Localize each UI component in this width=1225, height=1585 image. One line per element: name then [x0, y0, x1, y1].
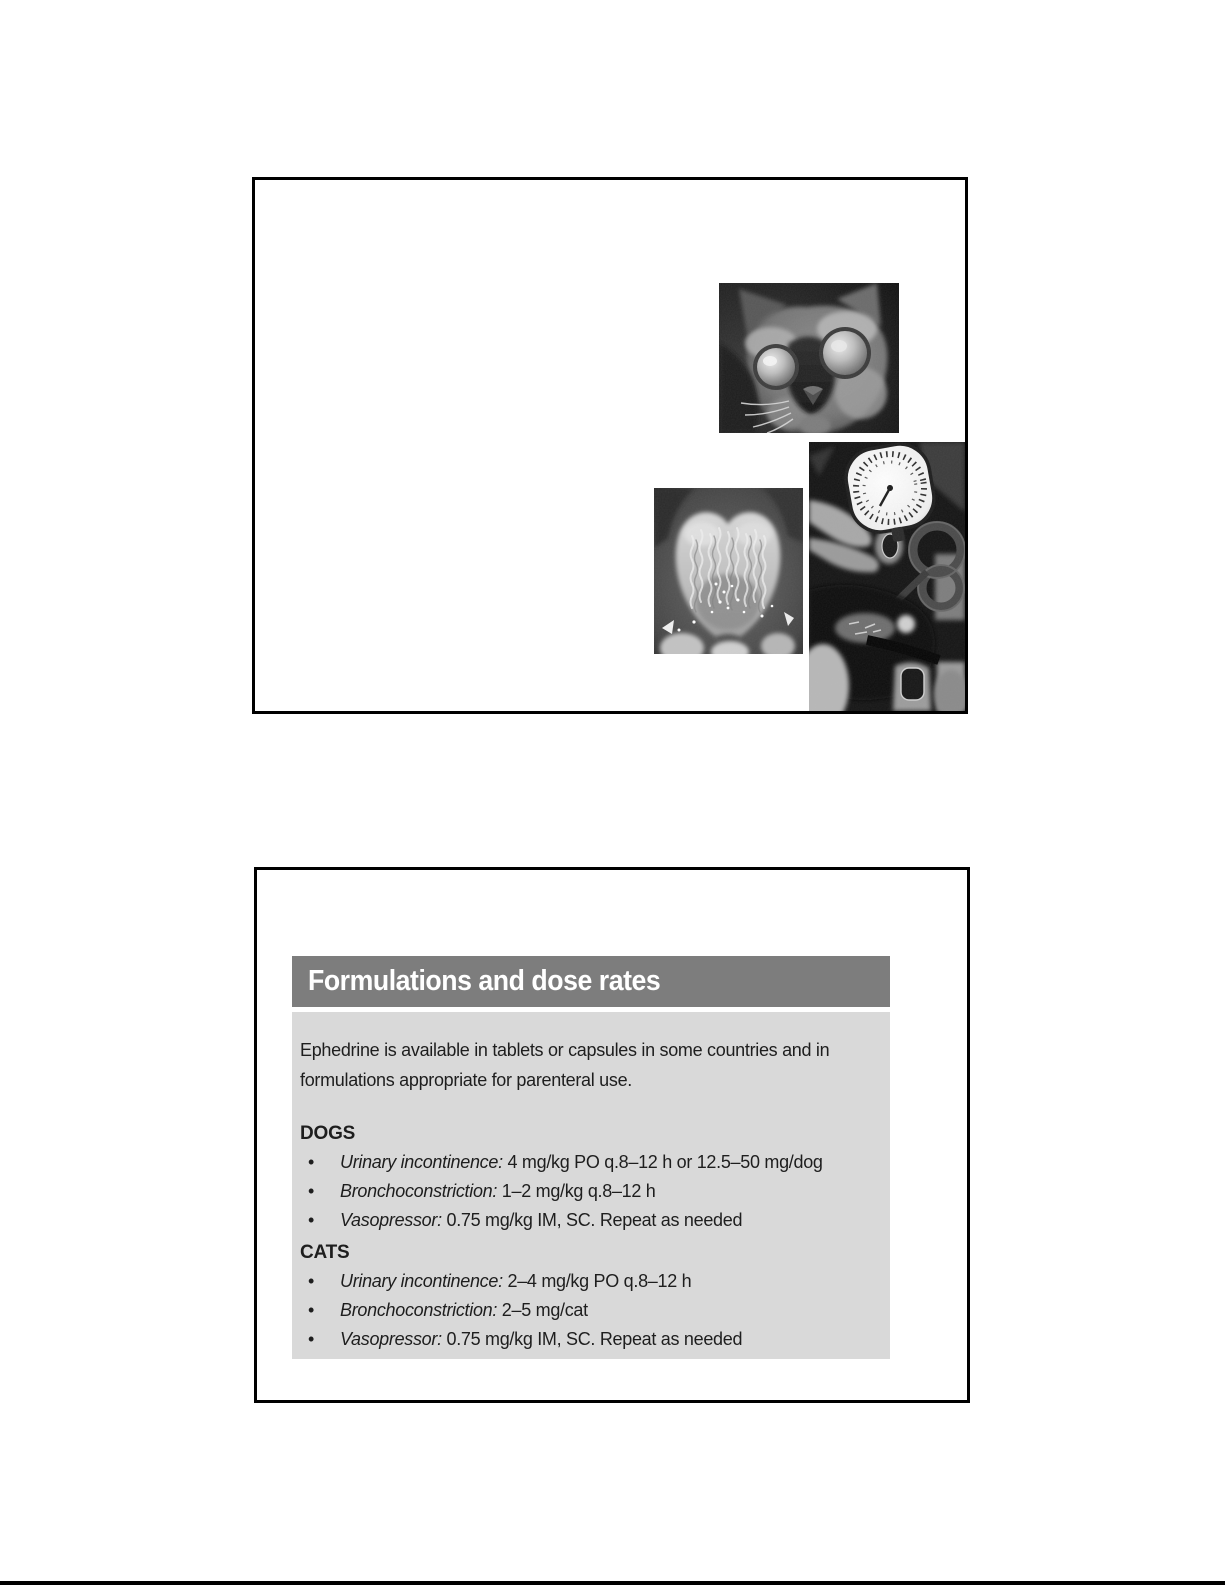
dose-item — [300, 1267, 880, 1296]
dose-text: 4 mg/kg PO q.8–12 h or 12.5–50 mg/dog — [502, 1152, 823, 1172]
dose-text: 0.75 mg/kg IM, SC. Repeat as needed — [441, 1210, 743, 1230]
dose-item — [300, 1206, 880, 1235]
dose-text: 2–5 mg/cat — [497, 1300, 588, 1320]
slide-bottom — [254, 867, 970, 1403]
panel-title: Formulations and dose rates — [308, 965, 661, 997]
blood-pressure-photo — [809, 442, 965, 711]
page-bottom-rule — [0, 1581, 1225, 1585]
cats-dose-list — [300, 1267, 880, 1354]
dose-text: 2–4 mg/kg PO q.8–12 h — [502, 1271, 692, 1291]
dose-item — [300, 1325, 880, 1354]
blood-pressure-image — [809, 442, 965, 711]
indication-label: Urinary incontinence: — [340, 1152, 503, 1172]
slide-top — [252, 177, 968, 714]
dogs-dose-list — [300, 1148, 880, 1235]
tongue-photo — [654, 488, 803, 654]
indication-label: Bronchoconstriction: — [340, 1300, 498, 1320]
indication-label: Vasopressor: — [340, 1210, 442, 1230]
intro-line: Ephedrine is available in tablets or capsules in some countries and in — [300, 1040, 830, 1060]
dose-text: 0.75 mg/kg IM, SC. Repeat as needed — [441, 1329, 743, 1349]
panel-body — [292, 1012, 890, 1359]
formulations-panel — [292, 956, 890, 1359]
tongue-image — [654, 488, 803, 654]
dose-item — [300, 1148, 880, 1177]
indication-label: Urinary incontinence: — [340, 1271, 503, 1291]
dose-item — [300, 1177, 880, 1206]
species-heading-dogs: DOGS — [300, 1123, 356, 1144]
intro-line: formulations appropriate for parenteral use. — [300, 1070, 632, 1090]
species-heading-cats: CATS — [300, 1242, 350, 1263]
cat-face-photo — [719, 283, 899, 433]
dose-text: 1–2 mg/kg q.8–12 h — [497, 1181, 656, 1201]
dose-item — [300, 1296, 880, 1325]
indication-label: Vasopressor: — [340, 1329, 442, 1349]
intro-paragraph — [300, 1035, 880, 1095]
indication-label: Bronchoconstriction: — [340, 1181, 498, 1201]
cat-face-image — [719, 283, 899, 433]
panel-header — [292, 956, 890, 1007]
